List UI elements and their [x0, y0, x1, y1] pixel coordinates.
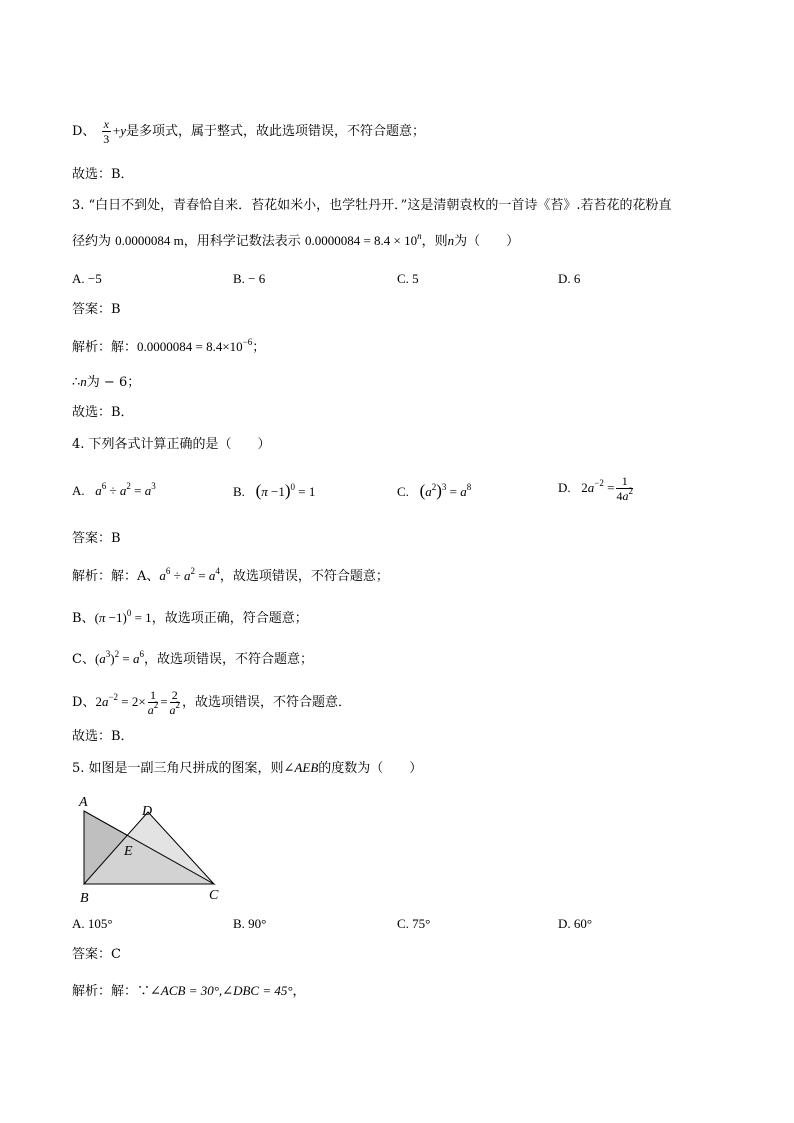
q4-option-d-label: D. — [558, 480, 571, 495]
q3-line2-expr: 0.0000084 = 8.4 × 10 — [304, 233, 418, 248]
q5-analysis-end: ， — [292, 984, 306, 999]
q2-d-text: 是多项式，属于整式，故此选项错误，不符合题意； — [126, 124, 426, 139]
q5-stem-a: 5. 如图是一副三角尺拼成的图案，则 — [72, 761, 284, 776]
q3-therefore-a: ∴ — [72, 375, 81, 390]
q3-line2-exp: n — [417, 231, 422, 241]
q2-d-var: y — [120, 123, 127, 138]
q4-analysis-d-text: ，故选项错误，不符合题意． — [182, 695, 352, 710]
q3-line2-a: 径约为 — [72, 234, 112, 249]
q4-analysis-d: D、$2a^{-2} = 2\times$ $\frac{1}{a^2}$ = $\frac{2}{a^2}$ ，故选项错误，不符合题意． — [72, 688, 352, 717]
q2-d-fraction — [102, 117, 111, 146]
q2-choose: 故选：B． — [72, 167, 134, 182]
q4-answer: 答案：B — [72, 531, 121, 546]
q2-d-frac-den: 3 — [103, 132, 110, 146]
q2-option-d-line — [72, 117, 425, 146]
q5-analysis — [72, 982, 306, 1001]
q3-answer: 答案：B — [72, 302, 121, 317]
q4-analysis-c: C、$(a^3)^2 = a^6$，故选项错误，不符合题意； — [72, 649, 313, 667]
label-a: A — [79, 795, 88, 810]
q5-stem-angle: ∠AEB — [283, 760, 319, 775]
q2-d-plus: + — [112, 123, 121, 138]
q3-option-d: D. 6 — [558, 271, 581, 286]
q4-option-a: A. $a^6 \div a^2 = a^3$ — [72, 481, 156, 498]
q5-answer: 答案：C — [72, 947, 121, 962]
q3-line2-c: ，则 — [421, 234, 448, 249]
q5-stem — [72, 759, 422, 778]
q3-option-b: B. − 6 — [233, 271, 266, 286]
q4-analysis-a-prefix: 解析：解：A、 — [72, 569, 160, 584]
label-c: C — [209, 888, 219, 903]
q3-analysis-a: 解析：解： — [72, 340, 138, 355]
q3-analysis — [72, 338, 265, 357]
q3-analysis-expr: 0.0000084 = 8.4×10 — [137, 339, 243, 354]
q5-stem-b: 的度数为（ ） — [318, 761, 423, 776]
q4-analysis-a: 解析：解：A、$a^6 \div a^2 = a^4$，故选项错误，不符合题意； — [72, 566, 389, 584]
q4-analysis-c-prefix: C、 — [72, 652, 95, 667]
q3-option-c: C. 5 — [397, 271, 419, 286]
q4-option-d: D. $2a^{-2}$ = $\frac{1}{4a^2}$ — [558, 474, 633, 503]
q2-d-frac-num: x — [103, 117, 109, 131]
q4-option-a-label: A. — [72, 483, 85, 498]
q3-therefore-b: 为 − 6； — [86, 375, 141, 390]
q5-option-a: A. 105° — [72, 916, 113, 931]
q4-option-b-label: B. — [233, 484, 245, 499]
q5-analysis-a: 解析：解：∵ — [72, 984, 151, 999]
q4-choose: 故选：B． — [72, 729, 134, 744]
q4-option-b: B. $(\pi -1)^0 = 1$ — [233, 481, 316, 500]
q5-option-d: D. 60° — [558, 916, 593, 931]
q3-stem-line2 — [72, 232, 519, 251]
q5-option-c: C. 75° — [397, 916, 431, 931]
label-e: E — [124, 844, 133, 859]
q3-stem-line1: 3. “白日不到处，青春恰自来．苔花如米小，也学牡丹开．”这是清朝袁枚的一首诗《苔》.若苔花的花粉直 — [72, 198, 672, 213]
label-b: B — [80, 891, 89, 906]
q5-triangle-figure — [72, 788, 232, 906]
q3-analysis-end: ； — [252, 340, 266, 355]
q5-option-b: B. 90° — [233, 916, 267, 931]
q3-therefore — [72, 373, 140, 392]
q3-choose: 故选：B． — [72, 405, 134, 420]
q4-stem: 4. 下列各式计算正确的是（ ） — [72, 437, 271, 452]
q3-therefore-var: n — [80, 374, 87, 389]
q4-analysis-c-text: ，故选项错误，不符合题意； — [143, 652, 313, 667]
q4-analysis-b-prefix: B、 — [72, 611, 95, 626]
q4-option-c-label: C. — [397, 484, 409, 499]
q5-analysis-expr: ∠ACB = 30°,∠DBC = 45° — [150, 983, 293, 998]
label-d: D — [142, 804, 153, 819]
q4-analysis-d-prefix: D、 — [72, 695, 96, 710]
q3-line2-b: ，用科学记数法表示 — [183, 234, 301, 249]
q3-line2-d: 为（ ） — [454, 234, 520, 249]
q3-line2-num: 0.0000084 m — [115, 233, 184, 248]
q3-option-a: A. −5 — [72, 271, 102, 286]
q3-line2-var: n — [447, 233, 455, 248]
q4-option-c: C. $(a^2)^3 = a^8$ — [397, 481, 472, 500]
q4-analysis-b-text: ，故选项正确，符合题意； — [151, 611, 308, 626]
q4-analysis-a-text: ，故选项错误，不符合题意； — [219, 569, 389, 584]
q4-analysis-b: B、$(\pi -1)^0 = 1$，故选项正确，符合题意； — [72, 608, 308, 626]
q2-d-prefix: D、 — [72, 124, 96, 139]
q3-analysis-exp: −6 — [242, 337, 253, 347]
